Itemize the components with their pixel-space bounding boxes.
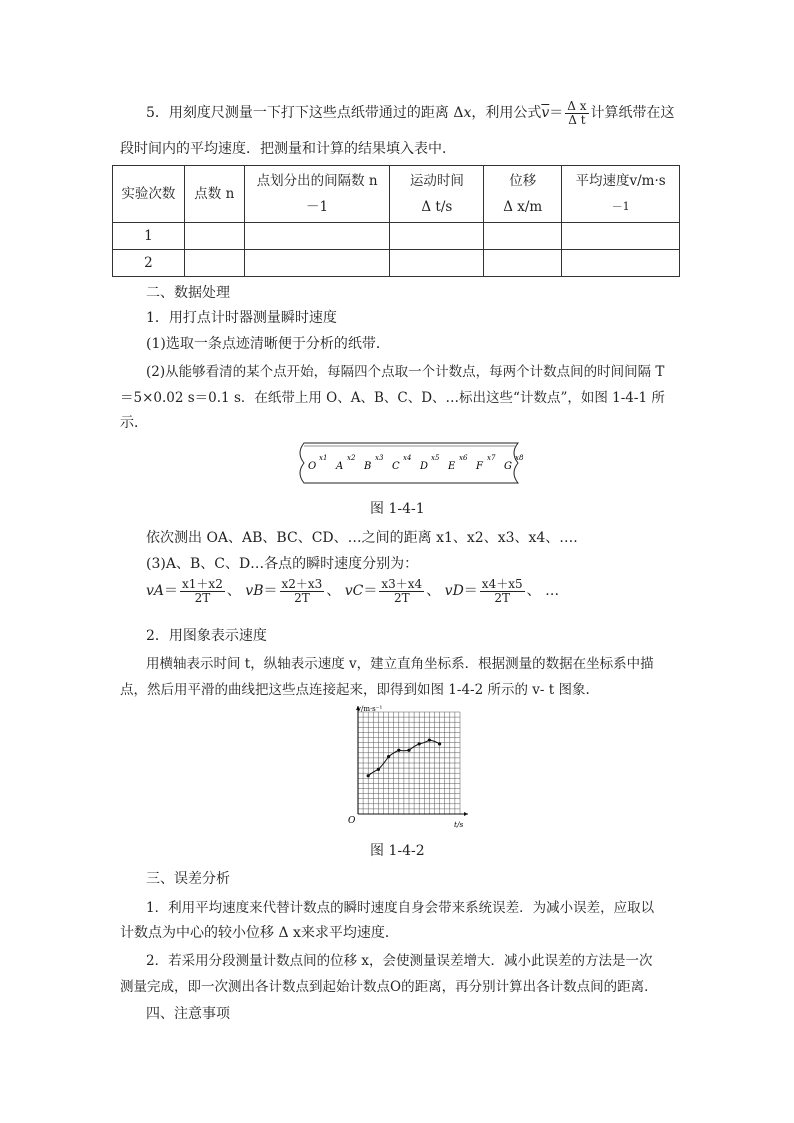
- table-row: [113, 250, 680, 277]
- figure-1-caption: 图 1-4-1: [370, 501, 425, 517]
- para-5-line1: [146, 100, 675, 126]
- x-axis-arrow: [464, 812, 468, 816]
- table-cell: 1: [113, 223, 185, 250]
- tape-outline: [300, 443, 518, 483]
- header-cell: 运动时间 Δ t/s: [390, 166, 484, 223]
- paper-tape-figure: [296, 440, 526, 486]
- header-cell: 点划分出的间隔数 n －1: [244, 166, 390, 223]
- velocity-formulas: [146, 578, 559, 604]
- equals-sign: ＝: [549, 105, 564, 122]
- tape-interval-label: x1: [319, 454, 328, 462]
- para-5-var: x: [463, 105, 472, 122]
- table-header-row: [113, 166, 680, 223]
- section-2-sub1: 1．用打点计时器测量瞬时速度: [146, 310, 337, 326]
- table-row: [113, 223, 680, 250]
- header-cell: 位移 Δ x/m: [484, 166, 562, 223]
- table-cell: [244, 250, 390, 277]
- origin-label: O: [348, 816, 356, 826]
- tape-point-label: G: [504, 461, 512, 472]
- data-point: [377, 768, 380, 771]
- tape-marks: [308, 454, 526, 472]
- error-para-2-line2: 测量完成，即一次测出各计数点到起始计数点O的距离，再分别计算出各计数点间的距离．: [120, 979, 658, 995]
- para-5-lead: 5．用刻度尺测量一下打下这些点纸带通过的距离 Δ: [146, 105, 464, 122]
- tape-interval-label: x2: [347, 454, 356, 462]
- tape-interval-label: x4: [403, 454, 412, 462]
- y-axis-label: v/m·s⁻¹: [357, 705, 383, 713]
- tape-point-label: B: [364, 461, 372, 472]
- table-cell: [484, 223, 562, 250]
- table-cell: [484, 250, 562, 277]
- vt-grid: [358, 712, 460, 814]
- tape-point-label: E: [448, 461, 456, 472]
- item-2-line2: ＝5×0.02 s＝0.1 s．在纸带上用 O、A、B、C、D、…标出这些“计数点”，如图 1-4-1 所: [120, 390, 665, 406]
- tape-interval-label: x5: [431, 454, 440, 462]
- formula-vD: vD＝ $\frac{x4+x5}{2T}$ 、: [444, 577, 541, 605]
- tape-interval-label: x8: [515, 454, 524, 462]
- formula-vB: vB＝ $\frac{x2+x3}{2T}$ 、: [245, 577, 341, 605]
- tape-point-label: F: [476, 461, 483, 472]
- tape-point-label: D: [420, 461, 429, 472]
- para-5-tail: 计算纸带在这: [590, 105, 675, 122]
- item-3: (3)A、B、C、D…各点的瞬时速度分别为：: [146, 556, 419, 572]
- graph-para-line2: 点，然后用平滑的曲线把这些点连接起来，即得到如图 1-4-2 所示的 v- t 图象.: [120, 682, 590, 698]
- x-axis-label: t/s: [454, 820, 464, 829]
- table-cell: [562, 223, 680, 250]
- figure-2-caption: 图 1-4-2: [370, 843, 425, 859]
- section-2-title: 二、数据处理: [146, 285, 230, 301]
- header-cell: 平均速度v/m·s －1: [562, 166, 680, 223]
- results-table: [112, 165, 680, 277]
- data-point: [397, 749, 400, 752]
- formula-ellipsis: …: [545, 583, 560, 600]
- para-5-mid: ，利用公式: [471, 105, 542, 122]
- header-cell: 实验次数: [113, 166, 185, 223]
- table-cell: [390, 223, 484, 250]
- section-3-title: 三、误差分析: [146, 871, 230, 887]
- data-point: [438, 742, 441, 745]
- tape-interval-label: x7: [487, 454, 496, 462]
- header-cell: 点数 n: [184, 166, 244, 223]
- dx-dt-fraction: [565, 100, 588, 126]
- vt-graph: [340, 702, 480, 830]
- table-cell: [184, 250, 244, 277]
- data-point: [407, 749, 410, 752]
- fraction-denominator: Δ t: [568, 112, 586, 127]
- graph-para-line1: 用横轴表示时间 t，纵轴表示速度 v，建立直角坐标系．根据测量的数据在坐标系中描: [146, 656, 654, 672]
- formula-vA: vA＝ $\frac{x1+x2}{2T}$ 、: [146, 577, 241, 605]
- table-cell: [390, 250, 484, 277]
- tape-point-label: O: [308, 461, 317, 472]
- data-point: [428, 738, 431, 741]
- vt-axes: [356, 706, 468, 816]
- table-cell: [184, 223, 244, 250]
- section-4-title: 四、注意事项: [146, 1006, 230, 1022]
- table-cell: [562, 250, 680, 277]
- item-1: (1)选取一条点迹清晰便于分析的纸带．: [146, 336, 390, 352]
- data-point: [387, 755, 390, 758]
- measure-line: 依次测出 OA、AB、BC、CD、…之间的距离 x1、x2、x3、x4、….: [146, 530, 578, 546]
- tape-interval-label: x6: [459, 454, 468, 462]
- error-para-1-line2: 计数点为中心的较小位移 Δ x来求平均速度．: [120, 925, 399, 941]
- section-2-sub2: 2．用图象表示速度: [146, 628, 267, 644]
- table-cell: 2: [113, 250, 185, 277]
- fraction-numerator: Δ x: [567, 99, 587, 113]
- error-para-2-line1: 2．若采用分段测量计数点间的位移 x，会使测量误差增大．减小此误差的方法是一次: [146, 953, 653, 969]
- error-para-1-line1: 1．利用平均速度来代替计数点的瞬时速度自身会带来系统误差．为减小误差，应取以: [146, 900, 655, 916]
- data-point: [367, 774, 370, 777]
- item-2-line1: (2)从能够看清的某个点开始，每隔四个点取一个计数点，每两个计数点间的时间间隔 T: [146, 364, 665, 380]
- item-2-line3: 示．: [120, 415, 148, 431]
- data-point: [418, 742, 421, 745]
- v-bar-symbol: $\overline{v}$: [541, 105, 550, 122]
- tape-interval-label: x3: [375, 454, 384, 462]
- tape-point-label: C: [392, 461, 400, 472]
- tape-point-label: A: [336, 461, 344, 472]
- formula-vC: vC＝ $\frac{x3+x4}{2T}$ 、: [344, 577, 441, 605]
- table-cell: [244, 223, 390, 250]
- para-5-line2: 段时间内的平均速度．把测量和计算的结果填入表中．: [120, 141, 456, 157]
